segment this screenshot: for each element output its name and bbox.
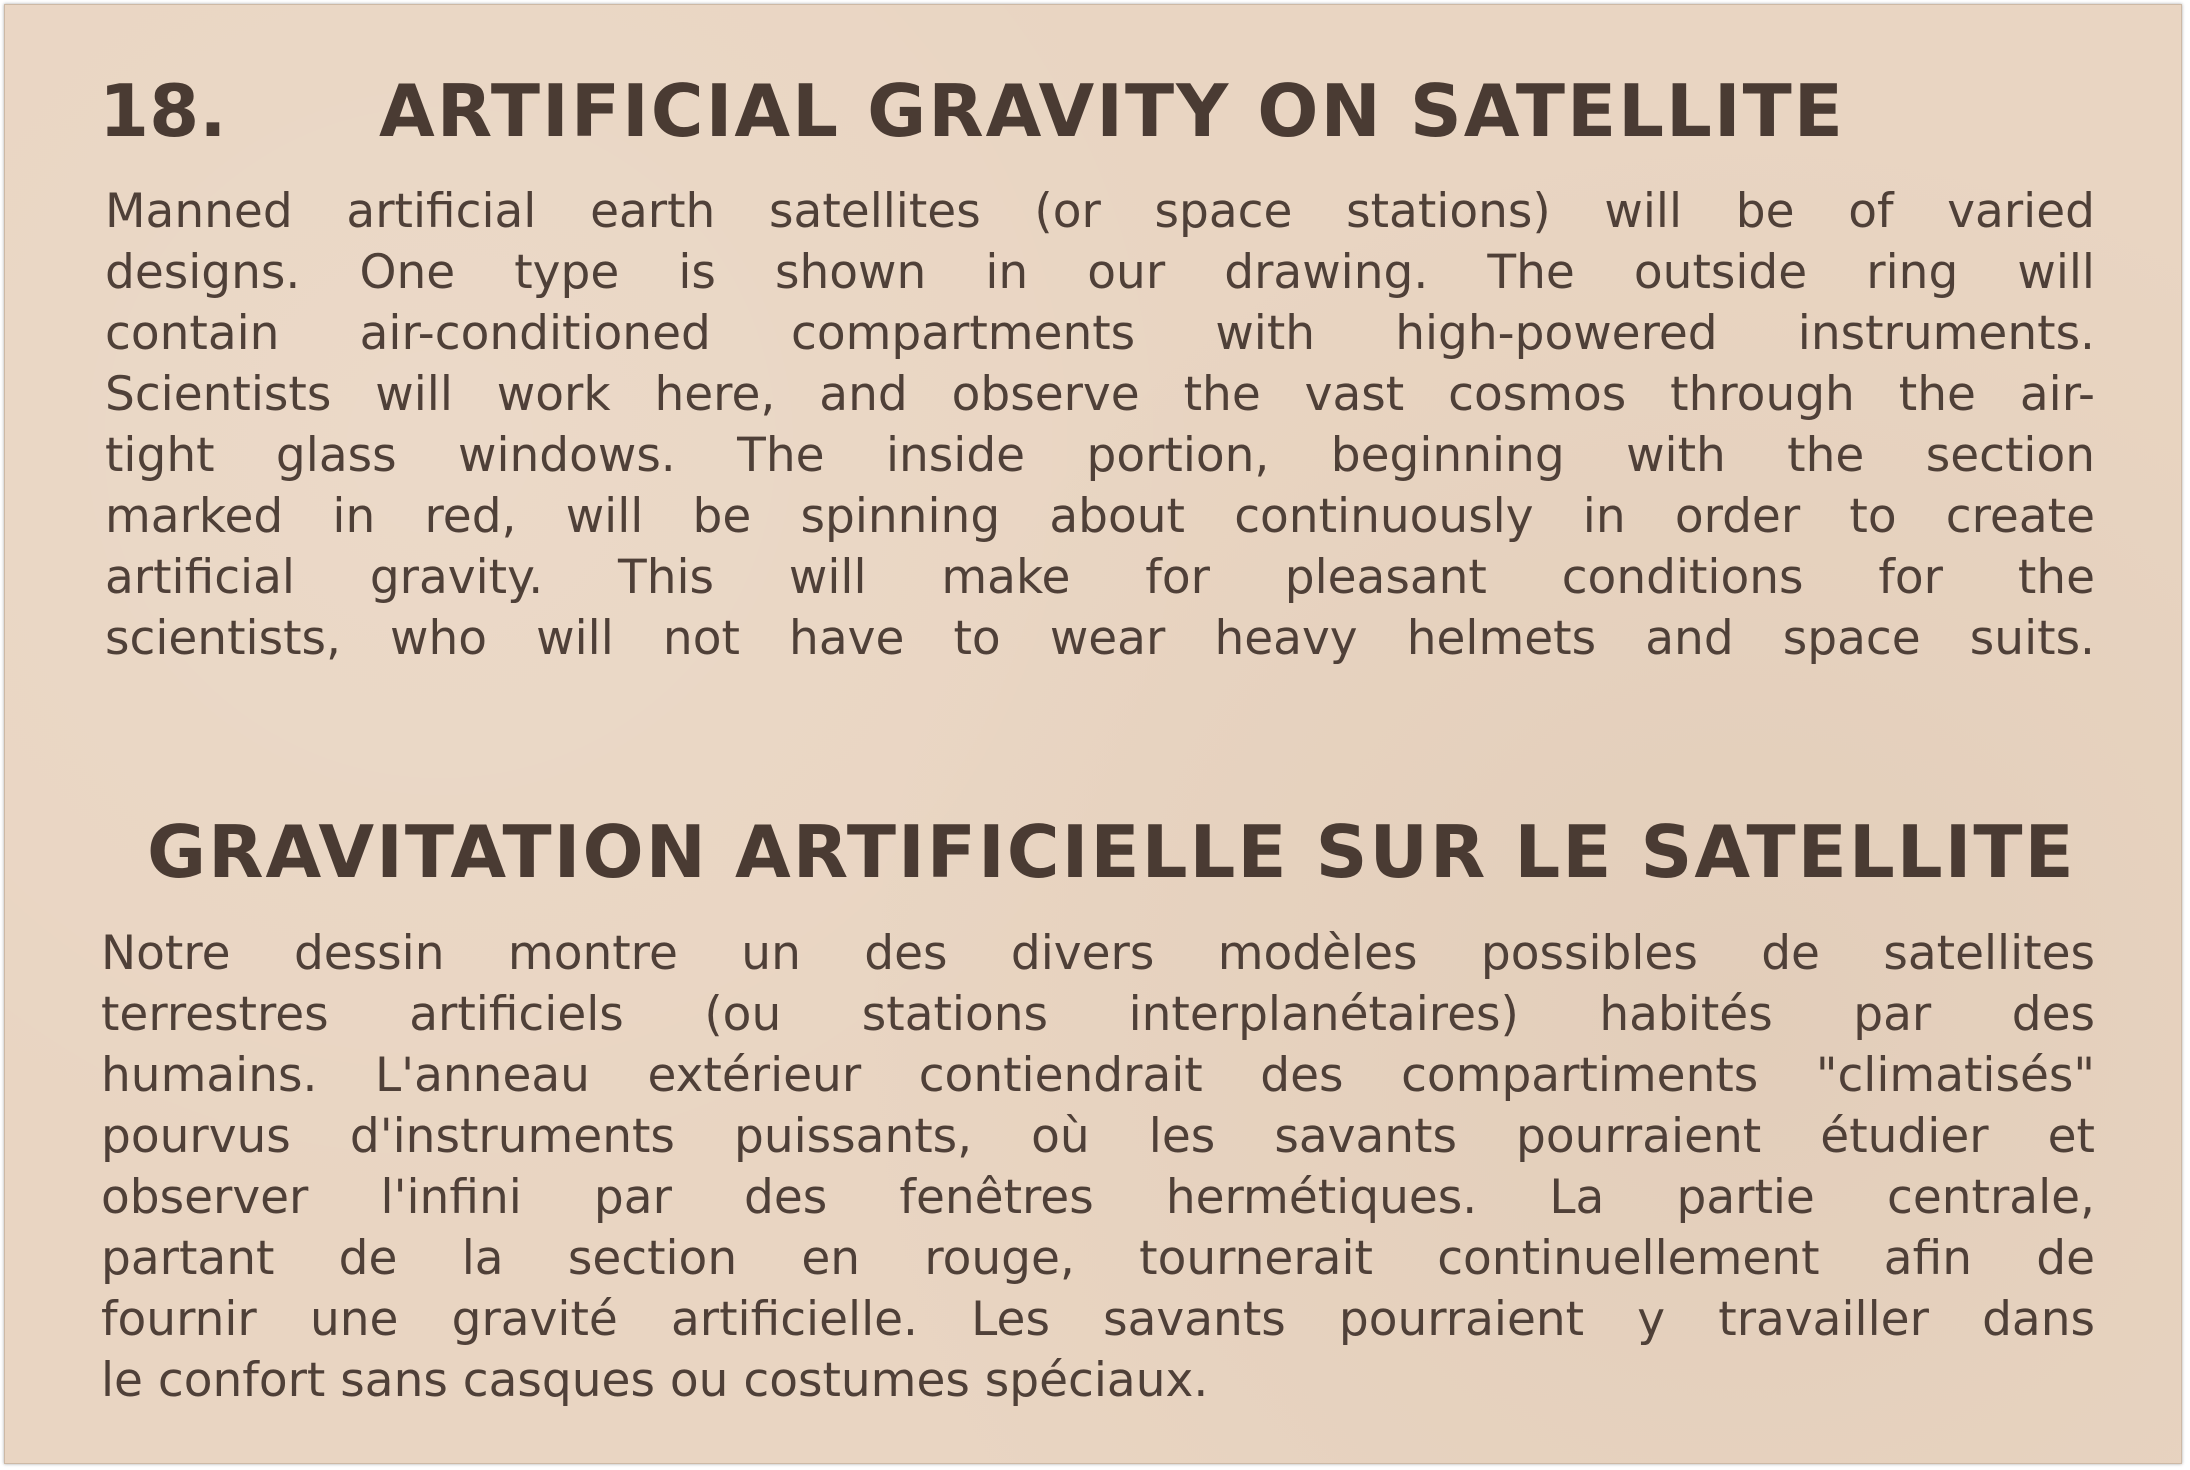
french-line: partant de la section en rouge, tournerait continuellement afin de — [101, 1231, 2095, 1286]
french-line: pourvus d'instruments puissants, où les savants pourraient étudier et — [101, 1109, 2095, 1164]
french-line: humains. L'anneau extérieur contiendrait des compartiments "climatisés" — [101, 1048, 2095, 1103]
french-line: Notre dessin montre un des divers modèles possibles de satellites — [101, 926, 2095, 981]
french-line: observer l'infini par des fenêtres hermétiques. La partie centrale, — [101, 1170, 2095, 1225]
english-description — [105, 181, 2095, 669]
english-line: artificial gravity. This will make for pleasant conditions for the — [105, 550, 2095, 605]
info-card — [4, 4, 2182, 1464]
french-description — [101, 923, 2095, 1411]
french-line: fournir une gravité artificielle. Les savants pourraient y travailler dans — [101, 1292, 2095, 1347]
english-line: Manned artificial earth satellites (or space stations) will be of varied — [105, 184, 2095, 239]
english-line: scientists, who will not have to wear heavy helmets and space suits. — [105, 611, 2095, 666]
french-title: GRAVITATION ARTIFICIELLE SUR LE SATELLITE — [147, 810, 2076, 894]
english-line: marked in red, will be spinning about continuously in order to create — [105, 489, 2095, 544]
french-line: le confort sans casques ou costumes spéciaux. — [101, 1353, 1209, 1408]
english-title: ARTIFICIAL GRAVITY ON SATELLITE — [379, 69, 1845, 153]
english-line: tight glass windows. The inside portion, beginning with the section — [105, 428, 2095, 483]
french-line: terrestres artificiels (ou stations interplanétaires) habités par des — [101, 987, 2095, 1042]
english-line: contain air-conditioned compartments with high-powered instruments. — [105, 306, 2095, 361]
english-line: designs. One type is shown in our drawing. The outside ring will — [105, 245, 2095, 300]
english-line: Scientists will work here, and observe the vast cosmos through the air- — [105, 367, 2095, 422]
card-number: 18. — [99, 69, 227, 153]
